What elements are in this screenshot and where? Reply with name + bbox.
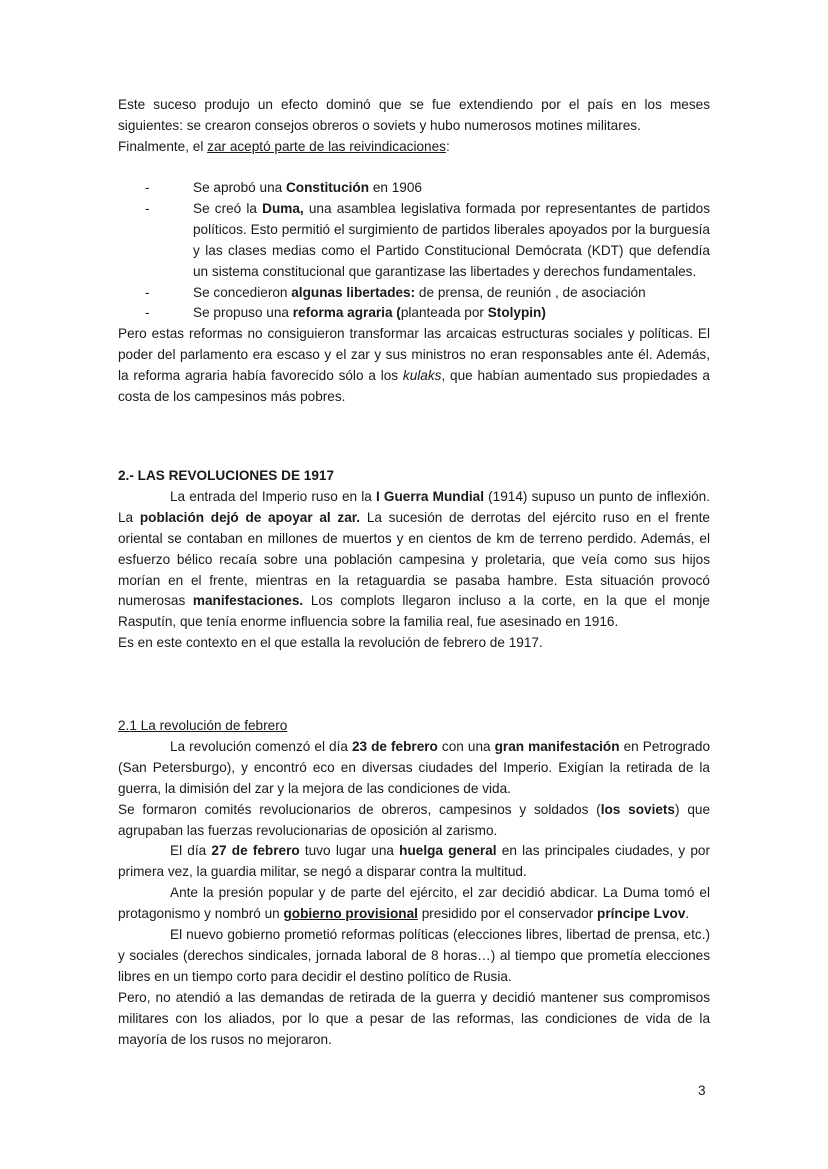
paragraph	[118, 800, 710, 842]
list-bullet-dash: -	[145, 284, 150, 300]
paragraph	[118, 925, 710, 988]
text-run: gran manifestación	[494, 738, 620, 754]
text-run: Los complots llegaron incluso a la corte, en la que el monje Rasputín, que tenía enorme influencia sobre la familia real, fue asesinado en 1916.	[118, 593, 710, 630]
page-number: 3	[698, 1083, 706, 1098]
paragraph	[118, 988, 710, 1051]
text-run: príncipe Lvov	[597, 906, 686, 922]
text-run: en las principales ciudades, y por primera vez, la guardia militar, se negó a disparar contra la multitud.	[118, 843, 710, 880]
text-run: reforma agraria (	[292, 305, 401, 321]
text-run: Finalmente, el	[118, 138, 208, 154]
text-run: 2.- LAS REVOLUCIONES DE 1917	[118, 468, 335, 483]
text-run: La entrada del Imperio ruso en la	[170, 488, 376, 504]
text-run: de prensa, de reunión , de asociación	[415, 284, 646, 300]
list-item	[118, 283, 710, 304]
text-run: .	[685, 906, 690, 922]
paragraph	[118, 487, 710, 633]
text-run: La sucesión de derrotas del ejército ruso en el frente oriental se contaban en millones de muertos y en cientos de km de terreno perdido. Además, el esfuerzo bélico recaía sobre una población campesina y proletaria, que veía como sus hijos morían en el frente, mientras en la retaguardia se pasaba hambre. Esta situación provocó numerosas	[118, 509, 710, 609]
list-bullet-dash: -	[145, 180, 150, 195]
paragraph	[118, 737, 710, 800]
text-run: Stolypin)	[487, 305, 546, 321]
text-run: Duma,	[262, 200, 304, 216]
text-run: Se concedieron	[193, 284, 292, 300]
text-run: :	[445, 138, 450, 154]
section-heading	[118, 466, 710, 487]
text-run: una asamblea legislativa formada por representantes de partidos políticos. Esto permitió el surgimiento de partidos liberales apoyados por la burguesía y las clases medias como el Partido Constitucional Demócrata (KDT) que defendía un sistema constitucional que garantizase las libertades y derechos fundamentales.	[193, 200, 711, 279]
text-run: (1914) supuso un punto de inflexión. La	[118, 488, 710, 525]
text-run: huelga general	[399, 843, 497, 859]
text-run: presidido por el conservador	[417, 906, 598, 922]
text-run: planteada por	[400, 305, 488, 321]
text-run: 27 de febrero	[211, 843, 300, 859]
list-bullet-dash: -	[145, 200, 150, 216]
text-run: Pero, no atendió a las demandas de retirada de la guerra y decidió mantener sus compromisos militares con los aliados, por lo que a pesar de las reformas, las condiciones de vida de la mayoría de los rusos no mejoraron.	[118, 989, 710, 1047]
paragraph	[118, 324, 710, 408]
list-item	[118, 178, 710, 199]
text-run: población dejó de apoyar al zar.	[139, 509, 361, 525]
text-run: Este suceso produjo un efecto dominó que se fue extendiendo por el país en los meses siguientes: se crearon consejos obreros o soviets y hubo numerosos motines militares.	[118, 97, 710, 133]
text-run: Se formaron comités revolucionarios de obreros, campesinos y soldados (	[118, 801, 601, 817]
text-run: tuvo lugar una	[299, 843, 400, 859]
text-run: Se creó la	[193, 200, 263, 216]
text-run: Se aprobó una	[193, 180, 286, 195]
section-2	[118, 466, 710, 654]
text-run: en 1906	[369, 180, 422, 195]
text-run: Se propuso una	[193, 305, 293, 321]
text-run: Constitución	[285, 180, 370, 195]
text-run: 23 de febrero	[351, 738, 438, 754]
text-run: los soviets	[600, 801, 675, 817]
text-run: El día	[170, 843, 212, 859]
text-run: Ante la presión popular y de parte del ejército, el zar decidió abdicar. La Duma tomó el protagonismo y nombró un	[118, 885, 710, 922]
text-run: Pero estas reformas no consiguieron transformar las arcaicas estructuras sociales y políticas. El poder del parlamento era escaso y el zar y sus ministros no eran responsables ante él. Además, la reforma agraria había favorecido sólo a los	[118, 326, 710, 384]
list-item	[118, 303, 710, 324]
section-2-1	[118, 716, 710, 1051]
paragraph	[118, 841, 710, 883]
text-run: Es en este contexto en el que estalla la revolución de febrero de 1917.	[118, 635, 543, 651]
text-run: zar aceptó parte de las reivindicaciones	[207, 138, 446, 154]
text-run: manifestaciones.	[192, 593, 304, 609]
list-bullet-dash: -	[145, 305, 150, 321]
text-run: La revolución comenzó el día	[170, 738, 352, 754]
text-run: kulaks	[402, 368, 442, 384]
text-run: algunas libertades:	[291, 284, 416, 300]
text-run: 2.1 La revolución de febrero	[118, 718, 288, 733]
text-run: gobierno provisional	[283, 906, 418, 922]
text-run: El nuevo gobierno prometió reformas políticas (elecciones libres, libertad de prensa, etc.) y sociales (derechos sindicales, jornada laboral de 8 horas…) al tiempo que prometía elecciones libres en un tiempo corto para decidir el destino político de Rusia.	[118, 927, 710, 984]
list-item	[118, 199, 710, 283]
subsection-heading	[118, 716, 710, 737]
reforms-section	[118, 178, 710, 408]
text-run: , que habían aumentado sus propiedades a costa de los campesinos más pobres.	[118, 368, 710, 405]
text-run: con una	[437, 738, 495, 754]
paragraph	[118, 633, 710, 654]
text-run: ) que agrupaban las fuerzas revolucionarias de oposición al zarismo.	[118, 801, 711, 838]
paragraph	[118, 883, 710, 925]
text-run: en Petrogrado (San Petersburgo), y encontró eco en diversas ciudades del Imperio. Exigían la retirada de la guerra, la dimisión del zar y la mejora de las condiciones de vida.	[118, 738, 711, 796]
paragraph	[118, 95, 710, 137]
intro-section	[118, 95, 710, 158]
reforms-list	[118, 178, 710, 324]
text-run: I Guerra Mundial	[375, 488, 484, 504]
paragraph	[118, 137, 710, 158]
